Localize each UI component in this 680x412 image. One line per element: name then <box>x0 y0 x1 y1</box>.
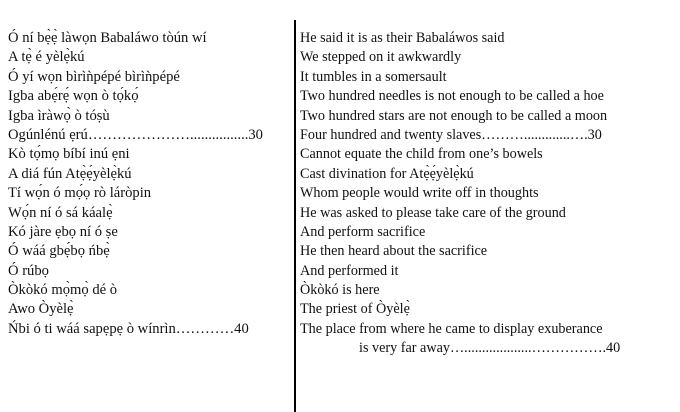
english-translation-column <box>300 29 676 359</box>
verse-line: Igba ìràwọ̀ ò tóṣù <box>8 107 110 124</box>
translation-line: Cannot equate the child from one’s bowels <box>300 146 543 163</box>
translation-line: The priest of Òyèlẹ̀ <box>300 301 410 318</box>
verse-line: Ó yí wọn bìrìǹpépé bìrìǹpépé <box>8 68 180 85</box>
verse-line: Ogúnlénú ẹrú…………………................30 <box>8 126 263 143</box>
yoruba-verse-column <box>8 29 290 339</box>
verse-line: Ńbi ó ti wáá sapẹpẹ ò wínrìn…………40 <box>8 320 249 337</box>
translation-line: And performed it <box>300 262 399 279</box>
verse-line: Kò tọ́mọ bíbí inú ẹni <box>8 146 130 163</box>
translation-line: Cast divination for Atẹ̀ẹ́yèlẹ̀kú <box>300 165 474 182</box>
translation-line: Two hundred stars are not enough to be called a moon <box>300 107 608 124</box>
translation-line: Four hundred and twenty slaves……….............….30 <box>300 126 602 143</box>
translation-line: The place from where he came to display exuberance <box>300 320 603 337</box>
translation-line: is very far away…...................…………….40 <box>359 340 621 357</box>
verse-line: Ó ní bẹ̀ẹ̀ làwọn Babaláwo tòún wí <box>8 30 207 46</box>
verse-line: A tẹ̀ é yèlẹ̀kú <box>8 49 85 66</box>
translation-line: Whom people would write off in thoughts <box>300 185 539 202</box>
verse-line: Igba abẹ́rẹ́ wọn ò tọ́kọ́ <box>8 88 139 105</box>
verse-line: A diá fún Atẹ̀ẹ́yèlẹ̀kú <box>8 165 132 182</box>
translation-line: He then heard about the sacrifice <box>300 243 488 260</box>
verse-line: Awo Òyèlẹ̀ <box>8 301 74 318</box>
translation-line: Òkòkó is here <box>300 282 380 299</box>
translation-line: And perform sacrifice <box>300 223 426 240</box>
translation-line: We stepped on it awkwardly <box>300 49 462 66</box>
verse-line: Kó jàre ẹbọ ní ó ṣe <box>8 223 118 240</box>
verse-line: Ó wáá gbẹ́bọ ńbẹ̀ <box>8 243 110 260</box>
translation-line: He was asked to please take care of the ground <box>300 204 566 221</box>
translation-line: It tumbles in a somersault <box>300 68 447 85</box>
verse-line: Òkòkó mọ̀mọ̀ dé ò <box>8 282 118 299</box>
verse-line: Wọ́n ní ó sá káalẹ̀ <box>8 204 113 221</box>
translation-line: He said it is as their Babaláwos said <box>300 30 505 46</box>
translation-line: Two hundred needles is not enough to be called a hoe <box>300 88 604 105</box>
verse-line: Tí wọ́n ó mọ́ọ rò láròpin <box>8 185 152 202</box>
verse-line: Ó rúbọ <box>8 262 49 279</box>
column-divider <box>294 20 296 412</box>
